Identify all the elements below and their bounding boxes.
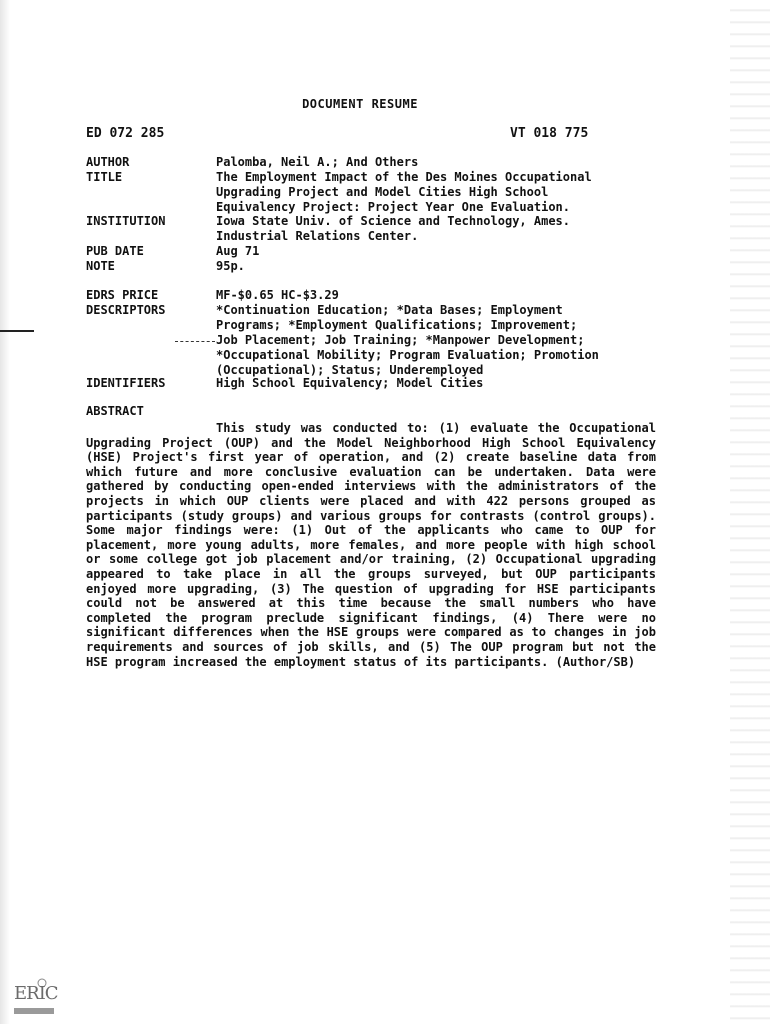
note-label: NOTE	[86, 259, 115, 273]
institution-value: Iowa State Univ. of Science and Technology, Ames. Industrial Relations Center.	[216, 214, 571, 243]
pub-date-label: PUB DATE	[86, 244, 144, 258]
identifiers-value: High School Equivalency; Model Cities	[216, 376, 484, 390]
eric-logo-text: ERIC	[14, 983, 58, 1004]
margin-mark	[0, 330, 34, 332]
identifiers-label: IDENTIFIERS	[86, 376, 166, 390]
edrs-price-label: EDRS PRICE	[86, 288, 159, 302]
note-value: 95p.	[216, 259, 245, 273]
title-label: TITLE	[86, 170, 123, 184]
institution-label: INSTITUTION	[86, 214, 166, 228]
pub-date-value: Aug 71	[216, 244, 260, 258]
edrs-price-value: MF-$0.65 HC-$3.29	[216, 288, 339, 302]
abstract-label: ABSTRACT	[86, 404, 144, 418]
author-value: Palomba, Neil A.; And Others	[216, 155, 419, 169]
dash-mark	[175, 341, 215, 342]
scan-edge-right	[730, 0, 770, 1024]
abstract-text: This study was conducted to: (1) evaluate the Occupational Upgrading Project (OUP) and the Model Neighborhood High School Equivalency (HSE) Project's first year of operation, and (2) create baseline data from which future and more conclusive evaluation can be undertaken. Data were gathered by conducting open-ended interviews with the administrators of the projects in which OUP clients were placed and with 422 persons grouped as participants (study groups) and various groups for contrasts (control groups). Some major findings were: (1) Out of the applicants who came to OUP for placement, more young adults, more females, and more people with high school or some college got job placement and/or training, (2) Occupational upgrading appeared to take place in all the groups surveyed, but OUP participants enjoyed more upgrading, (3) The question of upgrading for HSE participants could not be answered at this time because the small numbers who have completed the program preclude significant findings, (4) There were no significant differences when the HSE groups were compared as to changes in job requirements and sources of job skills, and (5) The OUP program but not the HSE program increased the employment status of its participants. (Author/SB)	[86, 421, 656, 669]
vt-number: VT 018 775	[510, 126, 589, 141]
ed-number: ED 072 285	[86, 126, 165, 141]
scan-edge-left	[0, 0, 10, 1024]
title-value: The Employment Impact of the Des Moines Occupational Upgrading Project and Model Cities High School Equivalency Project: Project Year One Evaluation.	[216, 170, 592, 214]
descriptors-value: *Continuation Education; *Data Bases; Employment Programs; *Employment Qualifications; Improvement; Job Placement; Job Training; *Manpower Development; *Occupational Mobility; Program Evaluation; Promotion (Occupational); Status; Underemployed	[216, 303, 599, 377]
descriptors-label: DESCRIPTORS	[86, 303, 166, 317]
document-title: DOCUMENT RESUME	[302, 97, 418, 111]
eric-logo-bar	[14, 1008, 54, 1014]
author-label: AUTHOR	[86, 155, 130, 169]
